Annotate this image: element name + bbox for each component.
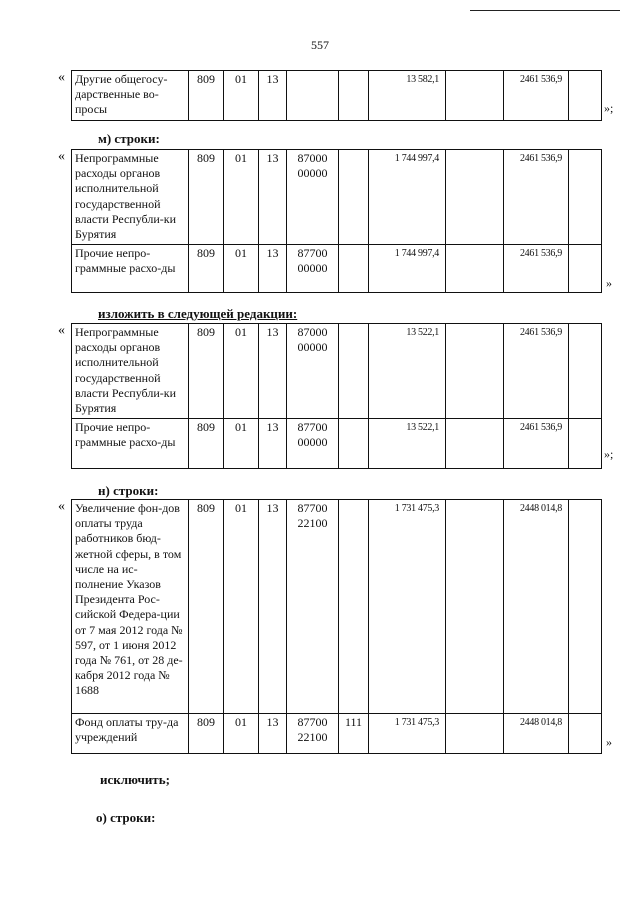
row-name: Другие общегосу-дарственные во-просы [72,71,189,121]
cell-ministry: 809 [189,71,224,121]
budget-table-2 [71,149,602,293]
section-heading-edit: изложить в следующей редакции: [98,306,298,321]
table-row [72,150,602,245]
cell-target: 87700 22100 [287,500,339,714]
cell-sum-1: 1 731 475,3 [369,714,446,754]
cell-target: 87000 00000 [287,324,339,419]
cell-ministry: 809 [189,714,224,754]
cell-section: 01 [224,71,259,121]
cell-sum-4 [569,714,602,754]
budget-table-1 [71,70,602,121]
cell-subsection: 13 [259,245,287,293]
cell-sum-4 [569,71,602,121]
cell-ministry: 809 [189,324,224,419]
cell-ministry: 809 [189,150,224,245]
cell-sum-3: 2448 014,8 [504,714,569,754]
row-name: Непрограммные расходы органов исполнительной государственной власти Республи-ки Бурятия [72,324,189,419]
budget-table-4 [71,499,602,754]
cell-target: 87000 00000 [287,150,339,245]
cell-sum-1: 1 744 997,4 [369,245,446,293]
cell-kind [339,150,369,245]
cell-section: 01 [224,324,259,419]
open-quote: « [58,323,65,338]
cell-section: 01 [224,150,259,245]
cell-sum-4 [569,500,602,714]
cell-sum-2 [446,500,504,714]
table-row [72,419,602,469]
cell-kind [339,419,369,469]
cell-sum-3: 2461 536,9 [504,324,569,419]
table-row [72,500,602,714]
row-name: Прочие непро-граммные расхо-ды [72,245,189,293]
open-quote: « [58,499,65,514]
cell-sum-1: 13 582,1 [369,71,446,121]
cell-ministry: 809 [189,419,224,469]
table-row [72,324,602,419]
cell-sum-1: 1 731 475,3 [369,500,446,714]
cell-kind: 111 [339,714,369,754]
budget-table-3 [71,323,602,469]
cell-sum-4 [569,150,602,245]
cell-section: 01 [224,500,259,714]
cell-target [287,71,339,121]
cell-kind [339,245,369,293]
cell-sum-2 [446,71,504,121]
header-rule [470,10,620,11]
exclude-text: исключить; [100,772,170,787]
cell-sum-2 [446,245,504,293]
cell-kind [339,500,369,714]
next-section-heading: о) строки: [96,810,156,825]
row-name: Фонд оплаты тру-да учреждений [72,714,189,754]
cell-kind [339,324,369,419]
cell-sum-4 [569,419,602,469]
row-name: Непрограммные расходы органов исполнительной государственной власти Республи-ки Бурятия [72,150,189,245]
section-heading-n: н) строки: [98,483,159,498]
open-quote: « [58,70,65,85]
row-name: Увеличение фон-дов оплаты труда работников бюд-жетной сферы, в том числе на ис-полнение Указов Президента Рос-сийской Федера-ции от 7 мая 2012 года № 597, от 1 июня 2012 года № 761, от 28 де-кабря 2012 года № 1688 [72,500,189,714]
cell-ministry: 809 [189,245,224,293]
cell-section: 01 [224,245,259,293]
close-quote: »; [604,101,614,115]
cell-section: 01 [224,419,259,469]
cell-target: 87700 00000 [287,419,339,469]
cell-target: 87700 00000 [287,245,339,293]
cell-subsection: 13 [259,419,287,469]
cell-sum-3: 2448 014,8 [504,500,569,714]
cell-subsection: 13 [259,714,287,754]
close-quote: » [606,276,612,290]
close-quote: » [606,735,612,749]
section-heading-m: м) строки: [98,131,160,146]
table-row [72,245,602,293]
cell-subsection: 13 [259,150,287,245]
cell-sum-3: 2461 536,9 [504,150,569,245]
open-quote: « [58,149,65,164]
row-name: Прочие непро-граммные расхо-ды [72,419,189,469]
table-row [72,714,602,754]
cell-sum-4 [569,245,602,293]
cell-ministry: 809 [189,500,224,714]
cell-sum-3: 2461 536,9 [504,419,569,469]
cell-sum-1: 13 522,1 [369,324,446,419]
table-row [72,71,602,121]
cell-sum-1: 1 744 997,4 [369,150,446,245]
cell-subsection: 13 [259,500,287,714]
page-number: 557 [311,38,329,52]
cell-kind [339,71,369,121]
cell-sum-3: 2461 536,9 [504,71,569,121]
cell-sum-4 [569,324,602,419]
cell-subsection: 13 [259,324,287,419]
close-quote: »; [604,447,614,461]
cell-subsection: 13 [259,71,287,121]
cell-sum-3: 2461 536,9 [504,245,569,293]
cell-target: 87700 22100 [287,714,339,754]
cell-sum-2 [446,714,504,754]
cell-sum-2 [446,419,504,469]
cell-sum-1: 13 522,1 [369,419,446,469]
cell-sum-2 [446,150,504,245]
cell-sum-2 [446,324,504,419]
cell-section: 01 [224,714,259,754]
